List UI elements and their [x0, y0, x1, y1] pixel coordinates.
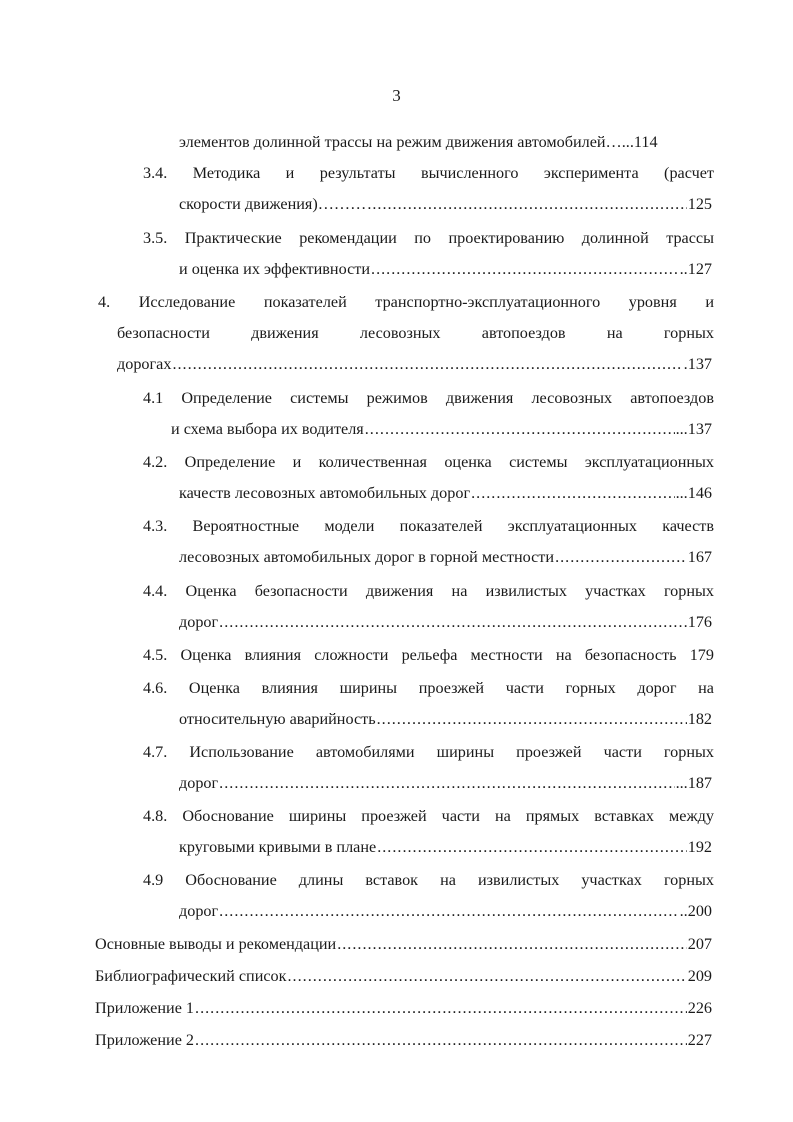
toc-entry-3-4-line2 — [179, 194, 712, 214]
leader-dots — [288, 966, 687, 986]
toc-entry-text: дорог — [179, 902, 219, 920]
toc-entry-4-1: 4.1 Определение системы режимов движения лесовозных автопоездов — [143, 389, 714, 407]
toc-page-number: ...137 — [675, 420, 712, 438]
page-number: 3 — [392, 86, 401, 105]
toc-entry-4: 4. Исследование показателей транспортно-эксплуатационного уровня и — [98, 293, 714, 311]
toc-page-number: ..200 — [679, 902, 712, 920]
toc-entry-3-3-continuation — [179, 132, 712, 152]
leader-dots — [555, 547, 687, 567]
toc-entry-4-6: 4.6. Оценка влияния ширины проезжей части горных дорог на — [143, 679, 714, 697]
leader-dots — [365, 419, 675, 439]
toc-page-number: 209 — [687, 967, 712, 985]
toc-entry-text: круговыми кривыми в плане — [179, 838, 377, 856]
toc-entry-text: дорогах — [117, 355, 172, 373]
leader-dots — [377, 709, 687, 729]
toc-entry-text: Библиографический список — [95, 967, 287, 985]
toc-entry-conclusions — [95, 934, 712, 954]
toc-entry-text: скорости движения)……… — [179, 195, 367, 213]
toc-page-number: .137 — [683, 355, 712, 373]
toc-entry-4-7: 4.7. Использование автомобилями ширины проезжей части горных — [143, 743, 714, 761]
toc-page-number: 167 — [687, 548, 712, 566]
toc-page-number: .176 — [683, 613, 712, 631]
toc-page-number: ..127 — [679, 260, 712, 278]
toc-entry-appendix-1 — [95, 998, 712, 1018]
toc-entry-4-3: 4.3. Вероятностные модели показателей эксплуатационных качеств — [143, 517, 714, 535]
toc-entry-text: дорог — [179, 774, 219, 792]
toc-page-number: ...114 — [621, 133, 658, 151]
toc-entry-3-5: 3.5. Практические рекомендации по проектированию долинной трассы — [143, 229, 714, 247]
toc-entry-4-1-line2 — [171, 419, 712, 439]
leader-dots — [377, 837, 687, 857]
leader-dots — [371, 259, 679, 279]
toc-entry-4-8: 4.8. Обоснование ширины проезжей части на прямых вставках между — [143, 807, 714, 825]
toc-entry-4-8-line2 — [179, 837, 712, 857]
toc-entry-text: качеств лесовозных автомобильных дорог — [179, 484, 471, 502]
toc-entry-text: элементов долинной трассы на режим движения автомобилей… — [179, 133, 622, 151]
toc-entry-4-4-line2 — [179, 612, 712, 632]
leader-dots — [337, 934, 687, 954]
toc-entry-text: Основные выводы и рекомендации — [95, 935, 337, 953]
toc-entry-4-line2: безопасности движения лесовозных автопоездов на горных — [117, 324, 714, 342]
toc-entry-4-9-line2 — [179, 901, 712, 921]
toc-page-number: 207 — [687, 935, 712, 953]
leader-dots — [195, 1030, 687, 1050]
leader-dots — [172, 354, 682, 374]
toc-entry-4-7-line2 — [179, 773, 712, 793]
toc-entry-3-5-line2 — [179, 259, 712, 279]
toc-entry-4-6-line2 — [179, 709, 712, 729]
toc-page-number: 182 — [687, 710, 712, 728]
toc-entry-4-2-line2 — [179, 483, 712, 503]
toc-entry-text: и схема выбора их водителя — [171, 420, 364, 438]
leader-dots — [219, 773, 674, 793]
toc-entry-4-9: 4.9 Обоснование длины вставок на извилистых участках горных — [143, 871, 714, 889]
toc-entry-text: и оценка их эффективности — [179, 260, 371, 278]
toc-entry-appendix-2 — [95, 1030, 712, 1050]
toc-entry-bibliography — [95, 966, 712, 986]
toc-entry-text: относительную аварийность — [179, 710, 376, 728]
leader-dots — [219, 612, 683, 632]
toc-entry-4-line3 — [117, 354, 712, 374]
toc-page-number: ...187 — [675, 774, 712, 792]
toc-page-number: ...146 — [675, 484, 712, 502]
leader-dots — [195, 998, 687, 1018]
toc-entry-3-4: 3.4. Методика и результаты вычисленного эксперимента (расчет — [143, 164, 714, 182]
toc-entry-text: Приложение 2 — [95, 1031, 195, 1049]
toc-entry-4-5: 4.5. Оценка влияния сложности рельефа местности на безопасность 179 — [143, 646, 714, 664]
toc-page-number: 226 — [687, 999, 712, 1017]
toc-entry-4-4: 4.4. Оценка безопасности движения на извилистых участках горных — [143, 582, 714, 600]
toc-entry-text: лесовозных автомобильных дорог в горной местности — [179, 548, 555, 566]
toc-entry-4-3-line2 — [179, 547, 712, 567]
toc-page-number: 192 — [687, 838, 712, 856]
leader-dots — [471, 483, 674, 503]
leader-dots — [219, 901, 678, 921]
leader-dots — [367, 194, 686, 214]
toc-entry-text: дорог — [179, 613, 219, 631]
toc-entry-4-2: 4.2. Определение и количественная оценка системы эксплуатационных — [143, 453, 714, 471]
toc-page-number: 227 — [687, 1031, 712, 1049]
toc-entry-text: Приложение 1 — [95, 999, 195, 1017]
toc-page-number: 125 — [687, 195, 712, 213]
